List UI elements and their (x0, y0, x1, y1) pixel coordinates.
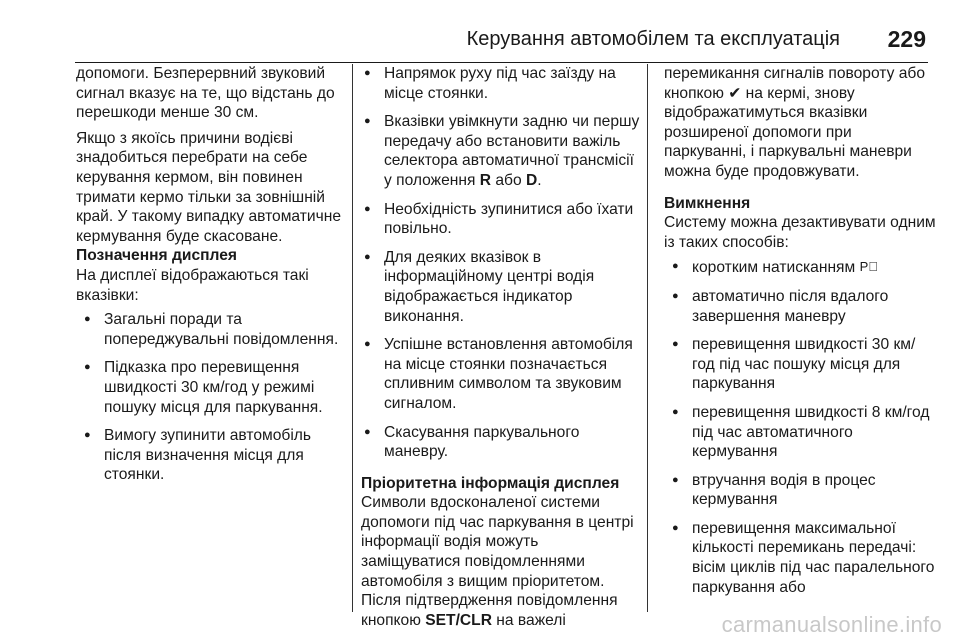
text: Вказівки увімкнути задню чи першу передачу або встановити важіль селектора автоматичної трансмісії у положення (384, 113, 640, 189)
page-header (75, 22, 928, 63)
list-item: ● перевищення максимальної кількості перемикань передачі: вісім циклів під час паралельного паркування або (664, 519, 936, 597)
bullet-list (361, 64, 641, 462)
list-item: ● перевищення швидкості 8 км/год під час автоматичного кермування (664, 403, 936, 462)
column-divider-2 (647, 64, 648, 612)
section-heading: Вимкнення (664, 194, 751, 212)
column-1 (76, 64, 348, 494)
paragraph (361, 493, 641, 630)
column-3 (664, 64, 936, 606)
list-item (361, 112, 641, 190)
list-item (664, 257, 936, 278)
page-number: 229 (887, 26, 926, 52)
parking-assist-icon: P⃞ (859, 259, 878, 275)
text: на кермі, знову відображатимуться вказівки розширеної допомоги при паркуванні, і паркувальні маневри можна буде продовжувати. (664, 84, 912, 180)
header-title: Керування автомобілем та експлуатація (466, 28, 840, 50)
gear-d-label: D (526, 171, 538, 189)
list-item: ● Скасування паркувального маневру. (361, 423, 641, 462)
list-item: ● Успішне встановлення автомобіля на місце стоянки позначається спливним символом та звуковим сигналом. (361, 335, 641, 413)
list-item: ● Загальні поради та попереджувальні повідомлення. (76, 310, 348, 349)
section-heading: Позначення дисплея (76, 247, 238, 265)
gear-r-label: R (479, 171, 492, 189)
text: на важелі (491, 611, 566, 629)
section-heading: Пріоритетна інформація дисплея (361, 474, 620, 492)
paragraph: допомоги. Безперервний звуковий сигнал вказує на те, що відстань до перешкоди менше 30 см. (76, 65, 335, 122)
paragraph: Якщо з якоїсь причини водієві знадобиться перебрати на себе керування кермом, він повинен тримати кермо тільки за зовнішній край. У такому випадку автоматичне кермування буде скасоване. (76, 129, 342, 245)
bullet-list (76, 310, 348, 485)
list-item: ● Вимогу зупинити автомобіль після визначення місця для стоянки. (76, 426, 348, 485)
list-item: ● Для деяких вказівок в інформаційному центрі водія відображається індикатор виконання. (361, 248, 641, 326)
list-item: ● Необхідність зупинитися або їхати повільно. (361, 200, 641, 239)
text: . (537, 171, 542, 189)
text: коротким натисканням (692, 259, 856, 277)
text: або (491, 171, 526, 189)
set-clr-button-label: SET/CLR (425, 611, 492, 629)
list-item: ● автоматично після вдалого завершення маневру (664, 287, 936, 326)
list-item: ● Підказка про перевищення швидкості 30 км/год у режимі пошуку місця для паркування. (76, 358, 348, 417)
paragraph: Систему можна дезактивувати одним із таких способів: (664, 214, 936, 251)
list-item: ● Напрямок руху під час заїзду на місце стоянки. (361, 64, 641, 103)
text: перемикання сигналів повороту або кнопкою (664, 65, 926, 102)
list-item: ● перевищення швидкості 30 км/год під час пошуку місця для паркування (664, 335, 936, 394)
check-icon: ✔ (728, 84, 742, 102)
column-2 (361, 64, 641, 630)
bullet-list (664, 257, 936, 597)
text: Символи вдосконаленої системи допомоги під час паркування в центрі інформації водія можуть заміщуватися повідомленнями автомобіля з вищим пріоритетом. Після підтвердження повідомлення кнопкою (361, 494, 634, 629)
paragraph (664, 64, 936, 182)
list-item: ● втручання водія в процес кермування (664, 471, 936, 510)
watermark: carmanualsonline.info (721, 612, 942, 637)
column-divider-1 (352, 64, 353, 612)
paragraph: На дисплеї відображаються такі вказівки: (76, 266, 309, 304)
